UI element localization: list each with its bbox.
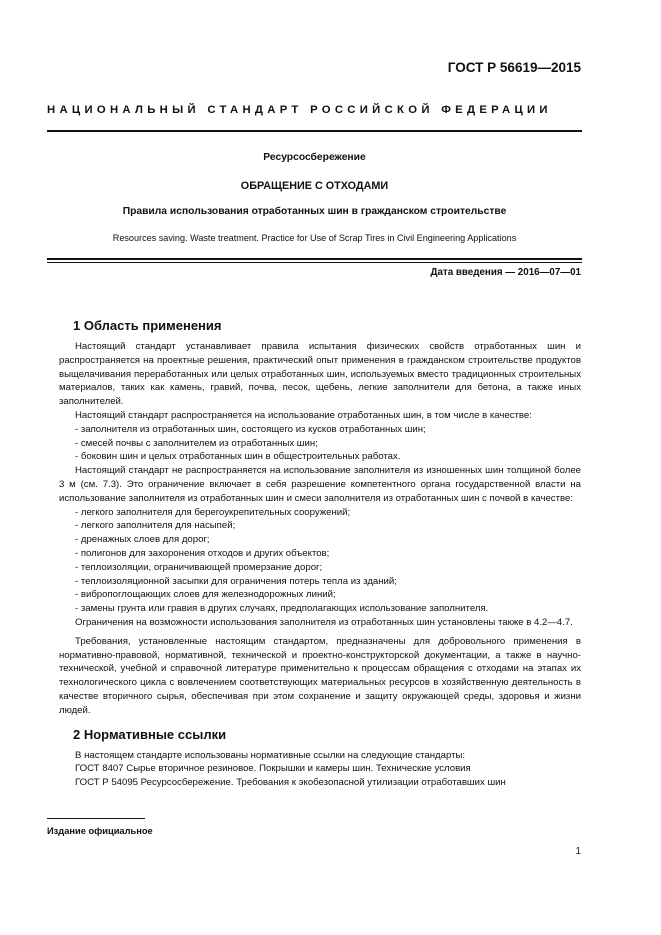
- list-item: - теплоизоляционной засыпки для ограничения потерь тепла из зданий;: [75, 575, 397, 587]
- footer-rule: [47, 818, 145, 819]
- main-title: ОБРАЩЕНИЕ С ОТХОДАМИ: [240, 180, 389, 192]
- title-rule-thick: [47, 258, 582, 260]
- edition-label: Издание официальное: [47, 826, 153, 836]
- page-number: 1: [575, 846, 581, 857]
- list-item: - легкого заполнителя для берегоукрепительных сооружений;: [75, 506, 351, 518]
- section-2-paragraph: В настоящем стандарте использованы нормативные ссылки на следующие стандарты:: [75, 749, 466, 761]
- list-item: - теплоизоляции, ограничивающей промерзание дорог;: [75, 561, 323, 573]
- section-1-paragraph: Требования, установленные настоящим стандартом, предназначены для добровольного применения в нормативно-правовой, нормативной, технической и проектно-конструкторской документации, а также в научно-технической, учебной и справочной литературе применительно к процессам обращения с отходами на этапах их технологического цикла с вовлечением соответствующих материальных ресурсов в хозяйственную деятельность в качестве вторичного сырья, обеспечивая при этом сохранение и защиту окружающей среды, здоровья и жизни людей.: [59, 635, 581, 716]
- document-body: [59, 318, 581, 790]
- section-1-paragraph: Настоящий стандарт устанавливает правила испытания физических свойств отработанных шин и распространяется на проектные решения, практический опыт применения в гражданском строительстве продуктов выщелачивания переработанных или целых отработанных шин, используемых вместо традиционных строительных материалов, таких как камень, гравий, почва, песок, щебень, легкие заполнители для бетона, а также иных заполнителей.: [59, 341, 581, 408]
- section-1-paragraph: Настоящий стандарт распространяется на использование отработанных шин, в том числе в качестве:: [75, 409, 532, 421]
- section-1-paragraph: Настоящий стандарт не распространяется на использование заполнителя из изношенных шин толщиной более 3 м (см. 7.3). Это ограничение включает в себя разрешение компетентного органа государственной власти на использование заполнителя из отработанных шин и смеси заполнителя из отработанных шин с почвой в качестве:: [59, 465, 581, 504]
- header-rule: [47, 130, 582, 132]
- list-item: - полигонов для захоронения отходов и других объектов;: [75, 547, 330, 559]
- list-item: - замены грунта или гравия в других случаях, предполагающих использование заполнителя.: [75, 603, 489, 615]
- introduction-date: Дата введения — 2016—07—01: [430, 267, 581, 278]
- list-item: - дренажных слоев для дорог;: [75, 534, 210, 546]
- list-item: - вибропоглощающих слоев для железнодорожных линий;: [75, 589, 336, 601]
- title-rule-thin: [47, 262, 582, 263]
- section-1-heading: 1 Область применения: [73, 318, 222, 333]
- list-item: - заполнителя из отработанных шин, состоящего из кусков отработанных шин;: [75, 423, 426, 435]
- list-item: - легкого заполнителя для насыпей;: [75, 520, 236, 532]
- list-item: - боковин шин и целых отработанных шин в общестроительных работах.: [75, 451, 401, 463]
- series-title: Ресурсосбережение: [263, 152, 366, 163]
- subtitle: Правила использования отработанных шин в гражданском строительстве: [122, 206, 507, 217]
- normative-reference: ГОСТ Р 54095 Ресурсосбережение. Требования к экобезопасной утилизации отработавших шин: [75, 777, 506, 789]
- section-1-paragraph: Ограничения на возможности использования заполнителя из отработанных шин установлены также в 4.2—4.7.: [75, 616, 573, 628]
- english-title: Resources saving. Waste treatment. Practice for Use of Scrap Tires in Civil Engineering Applications: [112, 233, 517, 243]
- section-2-heading: 2 Нормативные ссылки: [73, 726, 227, 742]
- national-standard-banner: НАЦИОНАЛЬНЫЙ СТАНДАРТ РОССИЙСКОЙ ФЕДЕРАЦИИ: [47, 104, 552, 116]
- list-item: - смесей почвы с заполнителем из отработанных шин;: [75, 437, 318, 449]
- normative-reference: ГОСТ 8407 Сырье вторичное резиновое. Покрышки и камеры шин. Технические условия: [75, 763, 471, 775]
- document-number: ГОСТ Р 56619—2015: [447, 60, 581, 75]
